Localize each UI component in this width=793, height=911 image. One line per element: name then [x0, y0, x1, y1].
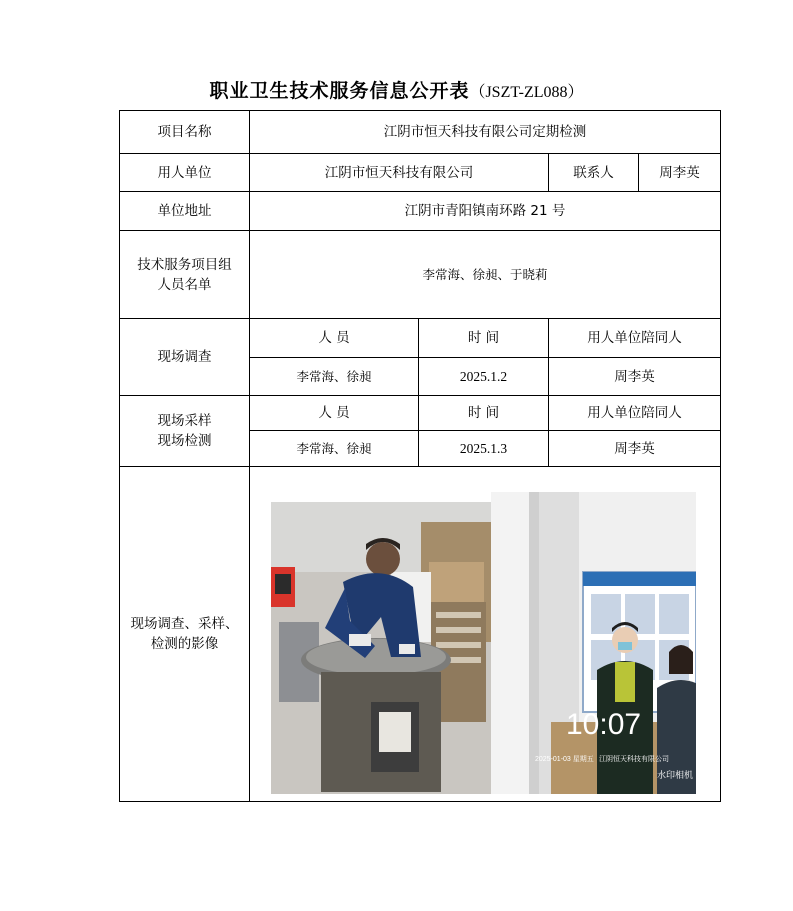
address-label: 单位地址: [120, 192, 250, 231]
contact-value: 周李英: [639, 154, 721, 192]
watermark-app: 水印相机: [657, 770, 694, 780]
site-photo-worker: [271, 502, 491, 794]
team-label: [120, 231, 250, 319]
contact-label: 联系人: [549, 154, 639, 192]
images-cell: [250, 467, 721, 802]
team-label-line2: 人员名单: [157, 276, 212, 293]
sampling-personnel: 李常海、徐昶: [250, 431, 419, 467]
title-text: 职业卫生技术服务信息公开表: [209, 80, 470, 102]
watermark-company: 江阴恒天科技有限公司: [599, 756, 669, 763]
images-label: [120, 467, 250, 802]
sampling-col-escort: 用人单位陪同人: [549, 396, 721, 431]
survey-personnel: 李常海、徐昶: [250, 358, 419, 396]
sampling-col-time: 时 间: [419, 396, 549, 431]
sampling-escort: 周李英: [549, 431, 721, 467]
survey-date: 2025.1.2: [419, 358, 549, 396]
project-name-label: 项目名称: [120, 111, 250, 154]
site-photo-staff: [491, 492, 696, 794]
watermark-time: 10:07: [566, 708, 642, 741]
form-code: （JSZT-ZL088）: [469, 84, 584, 101]
sampling-label: [120, 396, 250, 467]
info-table: [119, 110, 721, 802]
sampling-label-line1: 现场采样: [157, 413, 212, 429]
sampling-label-line2: 现场检测: [157, 433, 212, 449]
team-label-line1: 技术服务项目组: [137, 256, 232, 273]
survey-escort: 周李英: [549, 358, 721, 396]
project-name-value: 江阴市恒天科技有限公司定期检测: [250, 111, 721, 154]
sampling-date: 2025.1.3: [419, 431, 549, 467]
watermark-datetime: 2025-01-03 星期五: [535, 756, 594, 763]
photos-container: [250, 467, 720, 801]
address-value: 江阴市青阳镇南环路 21 号: [250, 192, 721, 231]
images-label-line2: 检测的影像: [150, 636, 219, 652]
survey-col-time: 时 间: [419, 319, 549, 358]
employer-label: 用人单位: [120, 154, 250, 192]
sampling-col-personnel: 人 员: [250, 396, 419, 431]
survey-label: 现场调查: [120, 319, 250, 396]
team-value: 李常海、徐昶、于晓莉: [250, 231, 721, 319]
images-label-line1: 现场调查、采样、: [130, 616, 239, 632]
survey-col-escort: 用人单位陪同人: [549, 319, 721, 358]
employer-value: 江阴市恒天科技有限公司: [250, 154, 549, 192]
page-title: [0, 76, 793, 103]
survey-col-personnel: 人 员: [250, 319, 419, 358]
